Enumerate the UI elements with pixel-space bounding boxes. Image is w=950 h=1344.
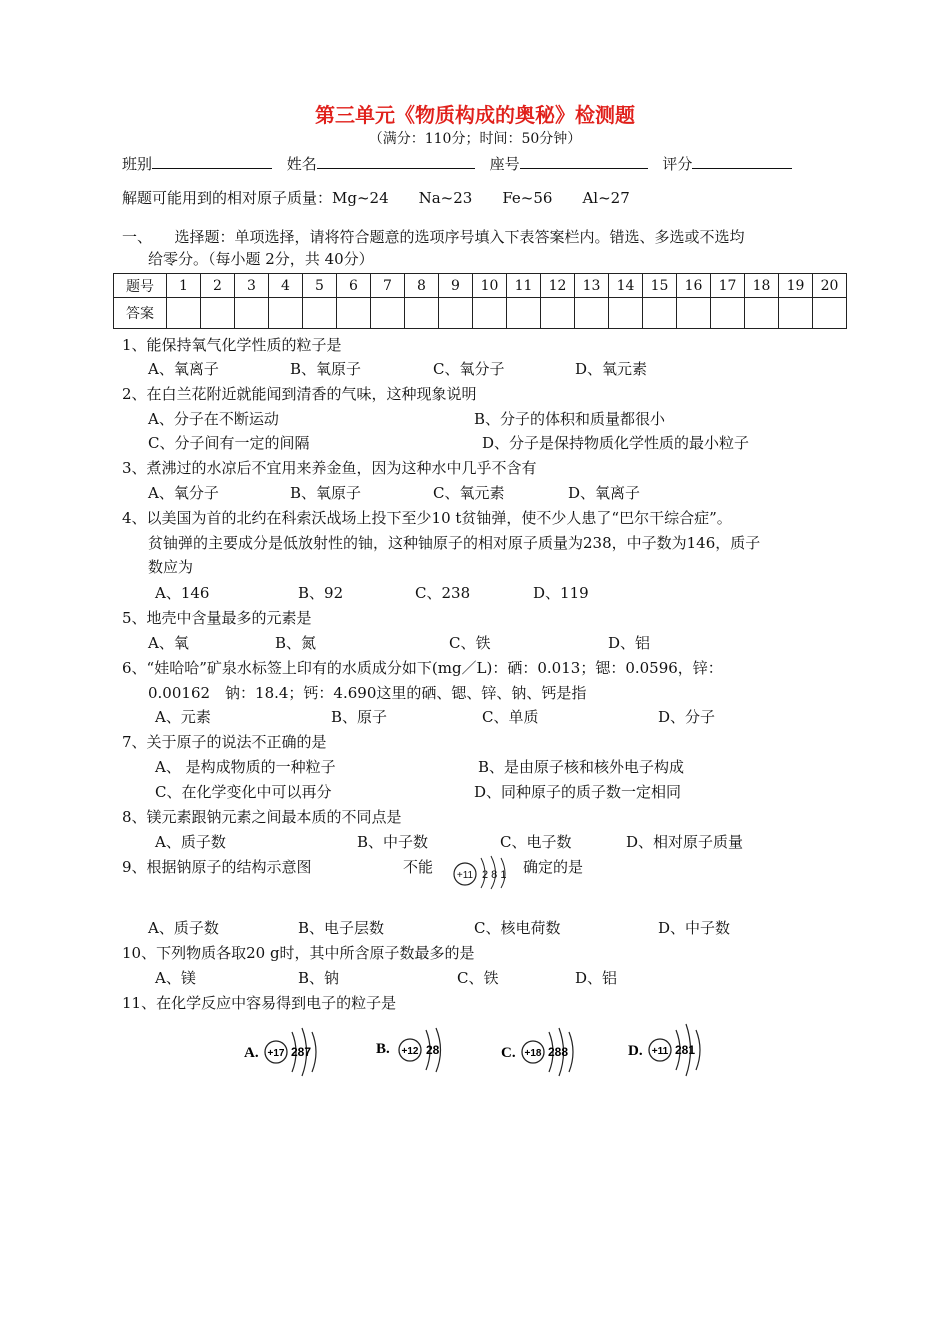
table-number: 5 — [303, 274, 337, 298]
question-3-option-b: B、氧原子 — [290, 484, 362, 502]
question-11-option-c-diagram — [501, 1022, 587, 1080]
question-11-option-c-label: C. — [501, 1045, 516, 1061]
name-field[interactable] — [317, 153, 475, 169]
question-5-option-d: D、铝 — [608, 634, 651, 652]
answer-cell[interactable] — [745, 298, 779, 329]
question-11-stem: 11、在化学反应中容易得到电子的粒子是 — [122, 994, 397, 1012]
question-3-stem: 3、煮沸过的水凉后不宜用来养金鱼，因为这种水中几乎不含有 — [122, 459, 537, 477]
table-number: 18 — [745, 274, 779, 298]
question-11-option-a-label: A. — [244, 1045, 259, 1061]
table-number: 9 — [439, 274, 473, 298]
table-number: 20 — [813, 274, 847, 298]
answer-cell[interactable] — [575, 298, 609, 329]
table-number: 3 — [235, 274, 269, 298]
answer-cell[interactable] — [609, 298, 643, 329]
sodium-atom-diagram — [451, 850, 521, 890]
question-8-option-a: A、质子数 — [155, 833, 226, 851]
table-number: 16 — [677, 274, 711, 298]
answer-cell[interactable] — [235, 298, 269, 329]
section1-instructions-line2: 给零分。（每小题 2分，共 40分） — [148, 250, 374, 268]
table-number: 8 — [405, 274, 439, 298]
question-2-option-a: A、分子在不断运动 — [148, 410, 279, 428]
table-number: 7 — [371, 274, 405, 298]
table-number: 13 — [575, 274, 609, 298]
question-1-option-c: C、氧分子 — [433, 360, 505, 378]
section1-instructions-line1: 一、 选择题：单项选择，请将符合题意的选项序号填入下表答案栏内。错选、多选或不选均 — [122, 228, 745, 246]
question-1-option-a: A、氧离子 — [148, 360, 219, 378]
question-5-option-c: C、铁 — [449, 634, 491, 652]
answer-cell[interactable] — [303, 298, 337, 329]
question-4-option-d: D、119 — [533, 584, 589, 602]
question-2-option-c: C、分子间有一定的间隔 — [148, 434, 310, 452]
question-7-option-a: A、 是构成物质的一种粒子 — [155, 758, 336, 776]
answer-cell[interactable] — [813, 298, 847, 329]
score-field[interactable] — [692, 153, 792, 169]
answer-cell[interactable] — [269, 298, 303, 329]
question-5-option-b: B、氮 — [275, 634, 317, 652]
sodium-nucleus-label: +11 — [456, 870, 474, 881]
seat-field[interactable] — [520, 153, 648, 169]
score-label: 评分 — [662, 155, 693, 173]
answer-cell[interactable] — [779, 298, 813, 329]
table-number: 4 — [269, 274, 303, 298]
question-4-stem-line1: 4、以美国为首的北约在科索沃战场上投下至少10 t贫铀弹，使不少人患了“巴尔干综合症”。 — [122, 509, 732, 527]
question-4-option-c: C、238 — [415, 584, 471, 602]
question-3-option-a: A、氧分子 — [148, 484, 219, 502]
answer-cell[interactable] — [337, 298, 371, 329]
table-number: 1 — [167, 274, 201, 298]
answer-cell[interactable] — [167, 298, 201, 329]
question-7-option-d: D、同种原子的质子数一定相同 — [474, 783, 682, 801]
answer-cell[interactable] — [405, 298, 439, 329]
question-6-option-d: D、分子 — [658, 708, 716, 726]
answer-cell[interactable] — [643, 298, 677, 329]
question-11-option-b-nucleus: +12 — [401, 1046, 419, 1057]
table-number: 11 — [507, 274, 541, 298]
answer-table-answer-row — [114, 298, 847, 329]
question-10-stem: 10、下列物质各取20 g时，其中所含原子数最多的是 — [122, 944, 475, 962]
question-10-option-c: C、铁 — [457, 969, 499, 987]
answer-cell[interactable] — [371, 298, 405, 329]
question-6-option-b: B、原子 — [331, 708, 388, 726]
question-9-stem-part1: 9、根据钠原子的结构示意图 — [122, 858, 312, 876]
question-9-option-d: D、中子数 — [658, 919, 731, 937]
question-4-option-a: A、146 — [155, 584, 210, 602]
table-number: 12 — [541, 274, 575, 298]
answer-cell[interactable] — [201, 298, 235, 329]
question-11-option-a-nucleus: +17 — [267, 1048, 285, 1059]
question-4-option-b: B、92 — [298, 584, 344, 602]
question-9-stem-part3: 确定的是 — [523, 858, 584, 876]
student-info-row — [122, 153, 802, 174]
question-1-stem: 1、能保持氧气化学性质的粒子是 — [122, 336, 342, 354]
table-number: 6 — [337, 274, 371, 298]
question-10-option-d: D、铝 — [575, 969, 618, 987]
atomic-masses: 解题可能用到的相对原子质量：Mg~24 Na~23 Fe~56 Al~27 — [122, 189, 630, 207]
seat-label: 座号 — [489, 155, 520, 173]
question-4-stem-line2: 贫铀弹的主要成分是低放射性的铀，这种铀原子的相对原子质量为238，中子数为146，质子 — [148, 534, 761, 552]
answer-cell[interactable] — [473, 298, 507, 329]
table-number: 14 — [609, 274, 643, 298]
question-11-option-d-label: D. — [628, 1043, 643, 1059]
question-9-stem-part2: 不能 — [403, 858, 434, 876]
question-1-option-d: D、氧元素 — [575, 360, 648, 378]
question-9-option-a: A、质子数 — [148, 919, 219, 937]
question-11-option-b-label: B. — [376, 1041, 390, 1057]
question-1-option-b: B、氧原子 — [290, 360, 362, 378]
answer-cell[interactable] — [711, 298, 745, 329]
question-6-option-c: C、单质 — [482, 708, 539, 726]
question-9-option-c: C、核电荷数 — [474, 919, 561, 937]
question-11-option-b-shells: 28 — [426, 1043, 440, 1057]
question-9-option-b: B、电子层数 — [298, 919, 385, 937]
question-2-option-d: D、分子是保持物质化学性质的最小粒子 — [482, 434, 750, 452]
page-title: 第三单元《物质构成的奥秘》检测题 — [315, 103, 635, 127]
question-11-option-b-diagram — [376, 1020, 456, 1078]
table-number: 17 — [711, 274, 745, 298]
question-2-option-b: B、分子的体积和质量都很小 — [474, 410, 666, 428]
table-number: 19 — [779, 274, 813, 298]
question-11-option-d-nucleus: +11 — [651, 1046, 669, 1057]
page-subtitle: （满分：110分；时间：50分钟） — [368, 131, 582, 147]
question-7-option-c: C、在化学变化中可以再分 — [155, 783, 332, 801]
question-8-option-c: C、电子数 — [500, 833, 572, 851]
question-6-stem-line1: 6、“娃哈哈”矿泉水标签上印有的水质成分如下(mg／L)：硒：0.013；锶：0.0596，锌： — [122, 659, 723, 677]
question-4-stem-line3: 数应为 — [148, 558, 194, 576]
question-6-option-a: A、元素 — [155, 708, 211, 726]
name-label: 姓名 — [286, 155, 317, 173]
question-11-option-a-shells: 287 — [291, 1045, 312, 1059]
question-10-option-b: B、钠 — [298, 969, 340, 987]
question-7-option-b: B、是由原子核和核外电子构成 — [478, 758, 685, 776]
question-11-option-d-diagram — [628, 1020, 714, 1080]
answer-table-number-row — [114, 274, 847, 298]
sodium-shells-label: 2 8 1 — [482, 869, 507, 881]
table-number: 15 — [643, 274, 677, 298]
question-11-option-c-shells: 288 — [548, 1045, 569, 1059]
question-5-stem: 5、地壳中含量最多的元素是 — [122, 609, 312, 627]
question-6-stem-line2: 0.00162 钠：18.4；钙：4.690这里的硒、锶、锌、钠、钙是指 — [148, 684, 587, 702]
question-8-stem: 8、镁元素跟钠元素之间最本质的不同点是 — [122, 808, 402, 826]
class-field[interactable] — [152, 153, 272, 169]
question-8-option-b: B、中子数 — [357, 833, 429, 851]
answer-cell[interactable] — [507, 298, 541, 329]
question-7-stem: 7、关于原子的说法不正确的是 — [122, 733, 327, 751]
question-10-option-a: A、镁 — [155, 969, 196, 987]
question-8-option-d: D、相对原子质量 — [626, 833, 744, 851]
class-label: 班别 — [122, 155, 153, 173]
answer-cell[interactable] — [439, 298, 473, 329]
answer-cell[interactable] — [541, 298, 575, 329]
answer-table — [113, 273, 847, 329]
question-2-stem: 2、在白兰花附近就能闻到清香的气味，这种现象说明 — [122, 385, 477, 403]
question-11-option-c-nucleus: +18 — [524, 1048, 542, 1059]
question-3-option-c: C、氧元素 — [433, 484, 505, 502]
question-11-option-d-shells: 281 — [675, 1043, 696, 1057]
question-5-option-a: A、氧 — [148, 634, 189, 652]
question-11-option-a-diagram — [244, 1022, 330, 1080]
question-3-option-d: D、氧离子 — [568, 484, 641, 502]
table-number: 2 — [201, 274, 235, 298]
table-number: 10 — [473, 274, 507, 298]
answer-cell[interactable] — [677, 298, 711, 329]
table-header-answer: 答案 — [114, 298, 167, 329]
table-header-number: 题号 — [114, 274, 167, 298]
